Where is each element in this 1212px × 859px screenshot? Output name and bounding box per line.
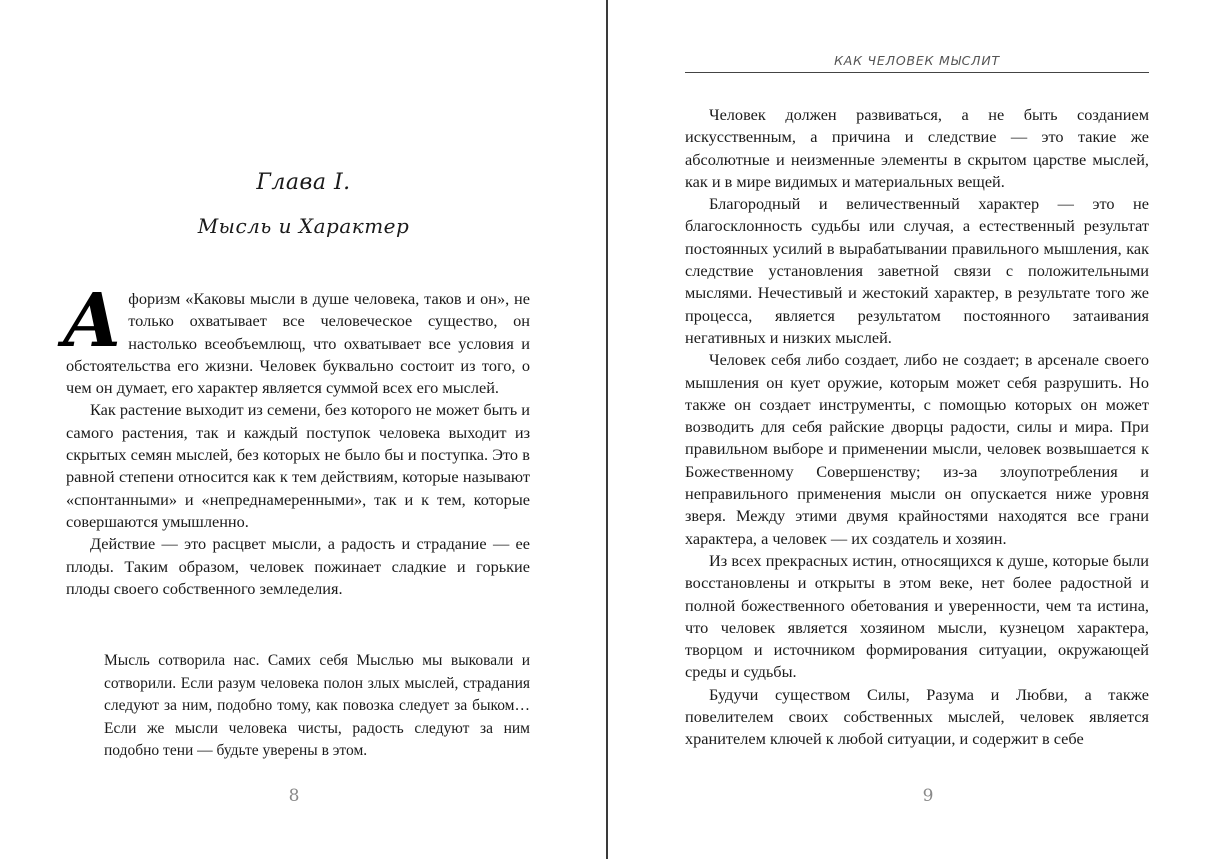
drop-cap: А	[62, 278, 123, 364]
paragraph-6: Человек себя либо создает, либо не создает; в арсенале своего мышления он кует оружие, которым может себя разрушить. Но также он создает инструменты, с помощью которых он может возводить для себя райские дворцы радости, силы и мира. При правильном выборе и применении мысли, человек возвышается к Божественному Совершенству; из-за злоупотребления и неправильного применения мысли он опускается ниже уровня зверя. Между этими двумя крайностями находятся все грани характера, а человек — их создатель и хозяин.	[685, 350, 1149, 548]
left-body-text	[62, 278, 530, 600]
paragraph-2: Как растение выходит из семени, без которого не может быть и самого растения, так и каждый поступок человека выходит из скрытых семян мыслей, без которых не было бы и поступка. Это в равной степени относится как к тем действиям, которые называют «спонтанными» и «непреднамеренными», так и к тем, которые совершаются умышленно.	[66, 400, 530, 531]
quote-text: Мысль сотворила нас. Самих себя Мыслью мы выковали и сотворили. Если разум человека полон злых мыслей, страдания следуют за ним, подобно тому, как повозка следует за быком… Если же мысли человека чисты, радость следуют за ним подобно тени — будьте уверены в этом.	[104, 652, 530, 760]
chapter-subtitle: Мысль и Характер	[197, 214, 410, 238]
paragraph-1-text: форизм «Каковы мысли в душе человека, таков и он», не только охватывает все человеческое существо, он настолько всеобъемлющ, что охватывает все условия и обстоятельства его жизни. Человек буквально состоит из того, о чем он думает, его характер является суммой всех его мыслей.	[66, 289, 530, 398]
paragraph-4: Человек должен развиваться, а не быть созданием искусственным, а причина и следствие — это такие же абсолютные и неизменные элементы в скрытом царстве мыслей, как и в мире видимых и материальных вещей.	[685, 105, 1149, 191]
chapter-title: Глава I.	[256, 170, 351, 195]
right-page	[609, 0, 1212, 859]
paragraph-8: Будучи существом Силы, Разума и Любви, а также повелителем своих собственных мыслей, человек является хранителем ключей к любой ситуации, и содержит в себе	[685, 684, 1149, 749]
gutter-divider	[606, 0, 608, 859]
running-header: КАК ЧЕЛОВЕК МЫСЛИТ	[834, 53, 1000, 68]
paragraph-5: Благородный и величественный характер — это не благосклонность судьбы или случая, а естественный результат постоянных усилий в вырабатывании правильного мышления, как следствие установления заветной связи с положительными мыслями. Нечестивый и жестокий характер, в результате того же процесса, является результатом постоянного затаивания негативных и низких мыслей.	[685, 194, 1149, 347]
paragraph-7: Из всех прекрасных истин, относящихся к душе, которые были восстановлены и открыты в этом веке, нет более радостной и полной божественного обетования и уверенности, чем та истина, что человек является хозяином мысли, кузнецом характера, творцом и источником формирования ситуации, окружающей среды и судьбы.	[685, 550, 1149, 682]
paragraph-1	[62, 278, 530, 399]
paragraph-3: Действие — это расцвет мысли, а радость и страдание — ее плоды. Таким образом, человек пожинает сладкие и горькие плоды своего собственного земледелия.	[66, 534, 530, 598]
right-body-text	[685, 104, 1149, 751]
page-number-right: 9	[922, 786, 934, 806]
quote-block	[104, 650, 530, 763]
page-number-left: 8	[288, 786, 300, 806]
header-rule	[685, 72, 1149, 73]
